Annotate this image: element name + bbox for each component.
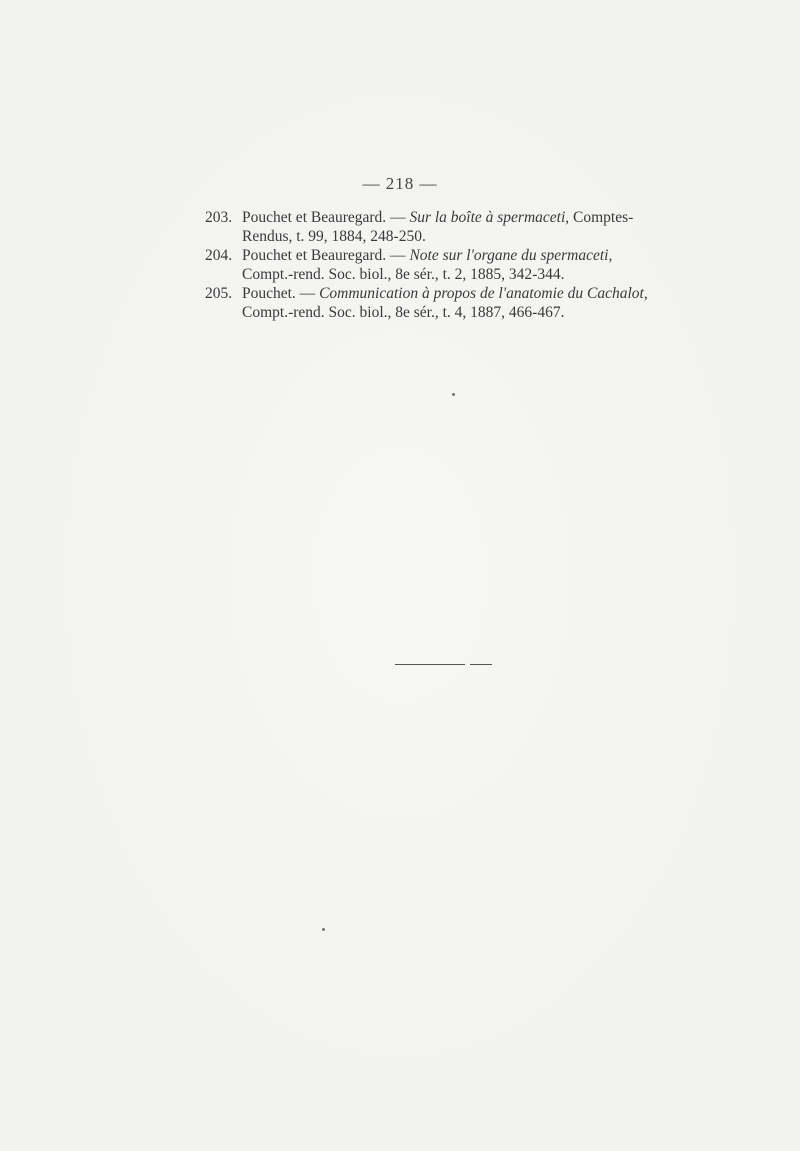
reference-number: 205. — [205, 285, 233, 302]
reference-item — [205, 284, 683, 322]
paper-speck — [322, 928, 325, 931]
reference-source: Compt.-rend. Soc. biol., 8e sér., t. 4, 1887, 466-467. — [242, 304, 565, 321]
reference-number: 203. — [205, 209, 233, 226]
reference-number: 204. — [205, 247, 233, 264]
reference-line — [242, 246, 683, 265]
reference-line — [242, 284, 683, 303]
page-number: — 218 — — [362, 174, 438, 193]
reference-authors: Pouchet. — — [242, 285, 316, 302]
reference-continuation: Comptes- — [573, 209, 634, 226]
reference-authors: Pouchet et Beauregard. — — [242, 247, 406, 264]
reference-line — [242, 208, 683, 227]
rule-segment — [395, 664, 465, 665]
reference-list — [205, 208, 683, 322]
reference-item — [205, 246, 683, 284]
end-rule — [395, 664, 492, 665]
reference-item — [205, 208, 683, 246]
reference-title: Note sur l'organe du spermaceti, — [409, 247, 613, 264]
reference-source: Rendus, t. 99, 1884, 248-250. — [242, 228, 426, 245]
paper-speck — [452, 393, 455, 396]
reference-title: Communication à propos de l'anatomie du Cachalot, — [319, 285, 648, 302]
reference-authors: Pouchet et Beauregard. — — [242, 209, 406, 226]
reference-source: Compt.-rend. Soc. biol., 8e sér., t. 2, 1885, 342-344. — [242, 266, 565, 283]
rule-segment — [470, 664, 492, 665]
reference-title: Sur la boîte à spermaceti, — [409, 209, 570, 226]
